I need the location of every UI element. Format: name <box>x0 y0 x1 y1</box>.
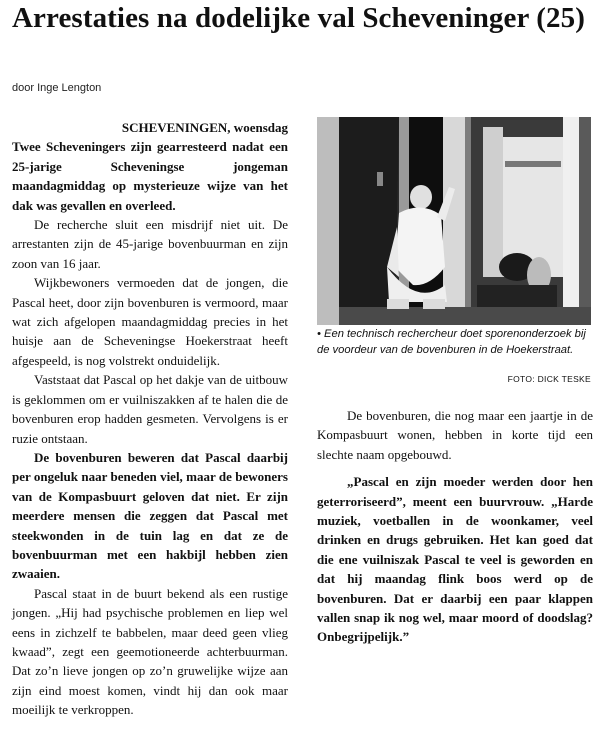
body-paragraph: De bovenburen, die nog maar een jaartje in de Kompasbuurt wonen, hebben in korte tijd een slechte naam opgebouwd. <box>317 408 593 462</box>
photo-credit: FOTO: DICK TESKE <box>507 374 591 384</box>
lead-paragraph: Twee Scheveningers zijn gearresteerd nadat een 25-jarige Scheveningse jongeman maandagmiddag op mysterieuze wijze van het dak was gevallen en overleed. <box>12 139 288 213</box>
photo-caption: • Een technisch rechercheur doet sporenonderzoek bij de voordeur van de bovenburen in de Hoekerstraat. <box>317 328 586 356</box>
bold-paragraph: De bovenburen beweren dat Pascal daarbij per ongeluk naar beneden viel, maar de bewoners van de Kompasbuurt geloven dat niet. Er zijn meerdere mensen die zeggen dat Pascal met steekwonden in de tuin lag en dat ze de bovenbuurman met een hakbijl hebben zien zwaaien. <box>12 449 288 582</box>
paragraph-spacer <box>317 464 593 472</box>
body-paragraph: Wijkbewoners vermoeden dat de jongen, die Pascal heet, door zijn bovenburen is vermoord, maar wat zich afgelopen maandagmiddag precies in het huisje aan de Scheveningse Hoekerstraat heeft afgespeeld, is nog volstrekt onduidelijk. <box>12 275 288 368</box>
quote-paragraph: „Pascal en zijn moeder werden door hen geterroriseerd”, meent een buurvrouw. „Harde muziek, voetballen in de woonkamer, veel drinken en drugs gebruiken. Het kan goed dat die ene vuilniszak Pascal te veel is geworden en dat hij maandag flink boos werd op de bovenburen. Dat er daarbij een paar klappen vallen snap ik nog wel, maar moord of doodslag? Onbegrijpelijk.” <box>317 474 593 645</box>
body-paragraph: Pascal staat in de buurt bekend als een rustige jongen. „Hij had psychische problemen en liep wel eens in zichzelf te babbelen, maar deed geen vlieg kwaad”, zegt een geemotioneerde achterbuurman. Dat zo’n lieve jongen op zo’n gruwelijke wijze aan zijn eind moest komen, vindt hij dan ook maar moeilijk te verkroppen. <box>12 585 288 718</box>
right-column <box>317 406 593 647</box>
body-paragraph: De recherche sluit een misdrijf niet uit. De arrestanten zijn de 45-jarige bovenbuurman en zijn zoon van 16 jaar. <box>12 217 288 271</box>
headline: Arrestaties na dodelijke val Scheveninger (25) <box>12 2 586 34</box>
byline: door Inge Lengton <box>12 82 102 94</box>
news-photo <box>317 117 591 325</box>
left-column <box>12 118 288 720</box>
photo-illustration <box>317 117 591 325</box>
dateline: SCHEVENINGEN, woensdag <box>121 120 288 135</box>
body-paragraph: Vaststaat dat Pascal op het dakje van de uitbouw is geklommen om er vuilniszakken af te halen die de bovenburen erop hadden gesmeten. Vervolgens is er ruzie ontstaan. <box>12 372 288 446</box>
